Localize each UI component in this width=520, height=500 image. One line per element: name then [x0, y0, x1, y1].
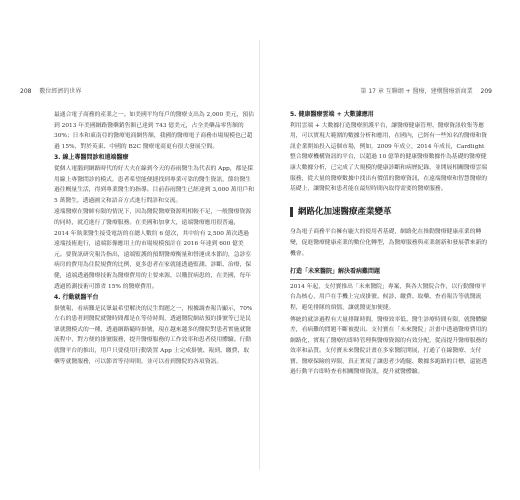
paragraph: 從個人電腦到網路時代的好大夫在線到今天的春雨醫生為代表的 App，都是採用線上專醫問診的模式，患者希望能便捷找到專業可靠的醫生資訊，節約醫生過往概量生活，得到專業醫生的指導。目前春雨醫生已經達到 3,000 萬用戶和 5 萬醫生，透過圖文和語音方式進行問診和交流。	[54, 165, 254, 204]
page-gutter	[259, 40, 260, 470]
left-page-header	[20, 86, 81, 95]
paragraph: 最通合電子商務的產業之一。如美國平均每戶的醫療支出為 2,000 美元，預估到 2013 年美國網路醫藥銷售額已達到 743 億美元，占全美藥品零售額的 30%；日本和東南亞的醫療電商網售額，我國的醫療電子商務市場規模也已超過 15%，對於英東、中國的 B2C 醫療電商更有很大發展空間。	[54, 112, 254, 150]
right-page-body	[290, 110, 490, 379]
right-page-header	[360, 86, 492, 95]
left-running-title: 數位經濟的世界	[39, 88, 82, 95]
section-heading-4: 4. 行動就醫平台	[54, 294, 99, 302]
paragraph: 傳統的就診過程有大量排隊時間，醫療效率低、醫生診療時間有限，就醫體驗差，看病難的問題不斷被提出。支付寶在「未來醫院」計畫中透過醫療費用的網路化，實現了醫療的即時管理與醫療資源的有效分配，從而提升醫療服務的效率和品質。支付寶未來醫院計畫在多家醫院開展，打通了在線醫療、支付寶、醫療保險的界限，真正實現了讓患者少跑腿、數據多跑路的目標，還能透過行動平台即時查看相關醫療資訊，提升就醫體驗。	[290, 316, 488, 376]
right-running-title: 第 17 章 互聯網 + 醫療，建構醫療新商業	[360, 88, 473, 95]
section-heading-3: 3. 線上專醫問診和遠端醫療	[54, 154, 129, 162]
subsection-heading-block	[290, 267, 490, 280]
chapter-section-heading	[290, 207, 490, 218]
paragraph: 掛號報、看病難是民眾最希望解決的民生問題之一，根據調查報告顯示，70% 左右的患者到醫院就醫時間都是在等待時間，透過醫院網站預約掛號等已是民眾就醫模式的一種，透過網路隨時掛號，現在越來越多的醫院對患者實施就醫流程中，對方便的掛號服務，提升醫療服務的工作效率和患者使用體驗。行動就醫平台的推出，用戶只要使用行動裝置 App 上完成掛號、報到、繳費、取藥等就醫服務，可以節省等待時間，並可以看到醫院的各項資訊。	[54, 305, 253, 365]
right-page-number: 209	[480, 88, 492, 95]
paragraph: 身為電子商務平台擁有龐大的使用者基礎，網路化在推動醫療健康產業的轉變，促進醫療健康產業的數位化轉型，為醫療服務與產業創新和發展帶來新的機會。	[290, 229, 488, 257]
left-page-number: 208	[20, 88, 32, 95]
paragraph: 遠端醫療在醫師有限的情況下，因為醫院醫療資源明相較不足，一般醫療資源的同時，就近進行了醫療服務。在美國和加拿大，遠端醫療應用很普遍，2014 年執業醫生接受電訪的在總人數約 6 億次，其中約有 2,500 萬次透過遠端技術進行，遠端影像應用上的市場規模預計在 2016 年達到 600 億美元。要資訊研究報告指出，遠端監護的預期醫療衡量和營運成本節約，急診室病房的費用為住院規費的比例，更多患者在家就能透過監測、診斷、治療，保健，遠端透過醫療技術為醫療費用的主要來源，以購買病患的，在美國，每年透過監測技術可節省 15% 的醫療費用。	[54, 209, 252, 290]
subsection-title: 打造「未來醫院」解決看病難問題	[290, 267, 380, 280]
left-page-body	[54, 110, 254, 368]
section-title: 網路化加速醫療產業變革	[298, 206, 392, 217]
paragraph: 2014 年起，支付寶推出「未來醫院」專案，與各大醫院合作，以行動醫療平台為核心，用戶在手機上完成掛號、候診、繳費、取藥、查看報告等就醫流程，避免排隊的煩惱，讓就醫更加便捷。	[290, 283, 487, 311]
section-heading-5: 5. 健康醫療雲端 + 大數據應用	[290, 111, 374, 118]
paragraph: 利用雲端 + 大數據打造醫療照護平台，讓醫療健康管理、醫療資訊收集等應用，可以實現大範圍的數據分析和應用，在國內，已經有一些知名的醫療和資訊企業開始投入這個市場，例如，2009 年成立，2014 年成長，Cardlight 整合醫療機構資訊的平台，以超過 10 億筆的健康醫療數據作為基礎的醫療健康大數據分析，已完成了大規模的健康診斷和病歷紀錄，並開展相關醫療雲端服務，從大量的醫療數據中找出有價值的醫療資訊，在遠端醫療和智慧醫療的基礎上，讓醫院和患者能在最短時間內取得需要的醫療服務。	[290, 122, 488, 193]
heading-bar	[290, 207, 293, 217]
